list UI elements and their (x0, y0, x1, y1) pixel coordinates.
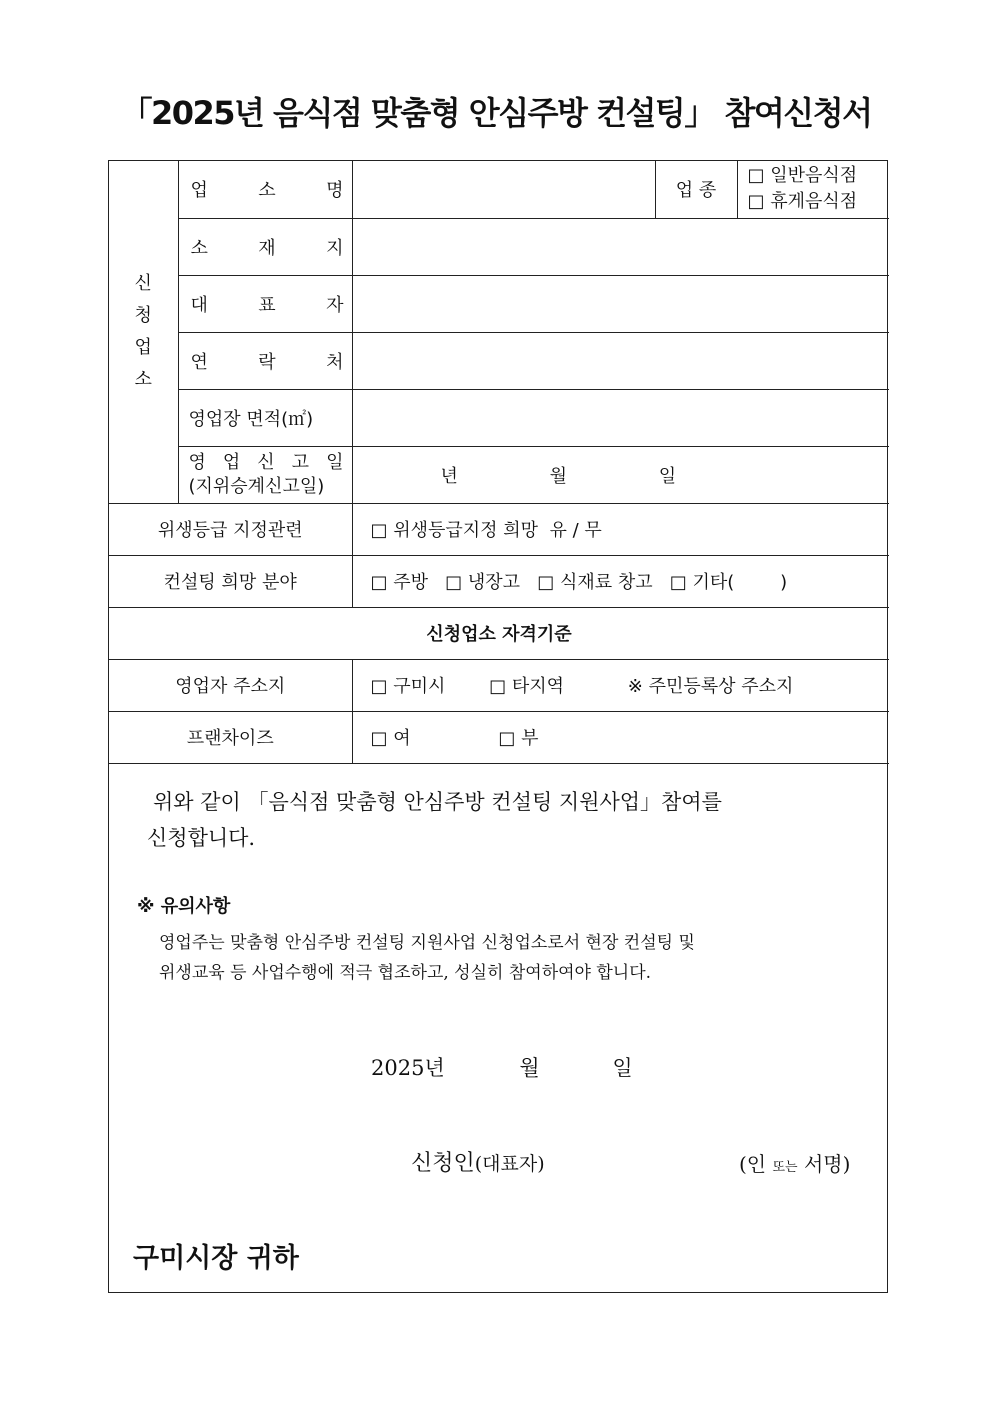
address-options[interactable] (352, 659, 889, 711)
declaration-section (109, 764, 887, 1294)
checkbox-franchise-yes[interactable]: □ 여 (370, 728, 411, 749)
business-name-field[interactable] (352, 161, 655, 218)
franchise-label: 프랜차이즈 (109, 711, 352, 763)
seal-or-signature[interactable]: (인 또는 서명) (739, 1151, 851, 1176)
notice-body: 영업주는 맞춤형 안심주방 컨설팅 지원사업 신청업소로서 현장 컨설팅 및 위생교육 등 사업수행에 적극 협조하고, 성실히 참여하여야 합니다. (159, 932, 695, 983)
checkbox-other-region[interactable]: □ 타지역 (489, 676, 565, 697)
applicant-signature-label: 신청인(대표자) (411, 1150, 545, 1176)
checkbox-franchise-no[interactable]: □ 부 (498, 728, 539, 749)
contact-label: 연 락 처 (178, 332, 352, 389)
checkbox-general-restaurant[interactable]: □ 일반음식점 (747, 165, 858, 187)
location-field[interactable] (352, 218, 889, 275)
area-label: 영업장 면적(㎡) (178, 389, 352, 446)
application-date[interactable]: 2025년 월 일 (371, 1055, 633, 1080)
consulting-label: 컨설팅 희망 분야 (109, 555, 352, 607)
consulting-options[interactable]: □ 주방 □ 냉장고 □ 식재료 창고 □ 기타( ) (352, 555, 889, 607)
page-title: 「2025년 음식점 맞춤형 안심주방 컨설팅」 참여신청서 (120, 94, 872, 132)
applicant-table (109, 161, 889, 764)
declaration-text: 위와 같이 「음식점 맞춤형 안심주방 컨설팅 지원사업」참여를 신청합니다. (147, 789, 722, 850)
notice-heading: ※ 유의사항 (137, 895, 231, 917)
recipient: 구미시장 귀하 (133, 1242, 299, 1274)
address-note: ※ 주민등록상 주소지 (627, 676, 794, 697)
application-form (108, 160, 888, 1293)
representative-field[interactable] (352, 275, 889, 332)
checkbox-gumi[interactable]: □ 구미시 (370, 676, 446, 697)
section-label-applicant: 신 청 업 소 (109, 161, 178, 503)
representative-label: 대 표 자 (178, 275, 352, 332)
qualification-header: 신청업소 자격기준 (109, 607, 889, 659)
contact-field[interactable] (352, 332, 889, 389)
checkbox-rest-restaurant[interactable]: □ 휴게음식점 (747, 191, 858, 213)
address-label: 영업자 주소지 (109, 659, 352, 711)
hygiene-option[interactable]: □ 위생등급지정 희망 유 / 무 (352, 503, 889, 555)
report-date-field[interactable]: 년 월 일 (352, 446, 889, 503)
business-name-label: 업 소 명 (178, 161, 352, 218)
business-type-options[interactable] (737, 161, 889, 218)
hygiene-label: 위생등급 지정관련 (109, 503, 352, 555)
business-type-label: 업 종 (655, 161, 737, 218)
location-label: 소 재 지 (178, 218, 352, 275)
area-field[interactable] (352, 389, 889, 446)
report-date-label: 영 업 신 고 일 (지위승계신고일) (178, 446, 352, 503)
franchise-options[interactable] (352, 711, 889, 763)
